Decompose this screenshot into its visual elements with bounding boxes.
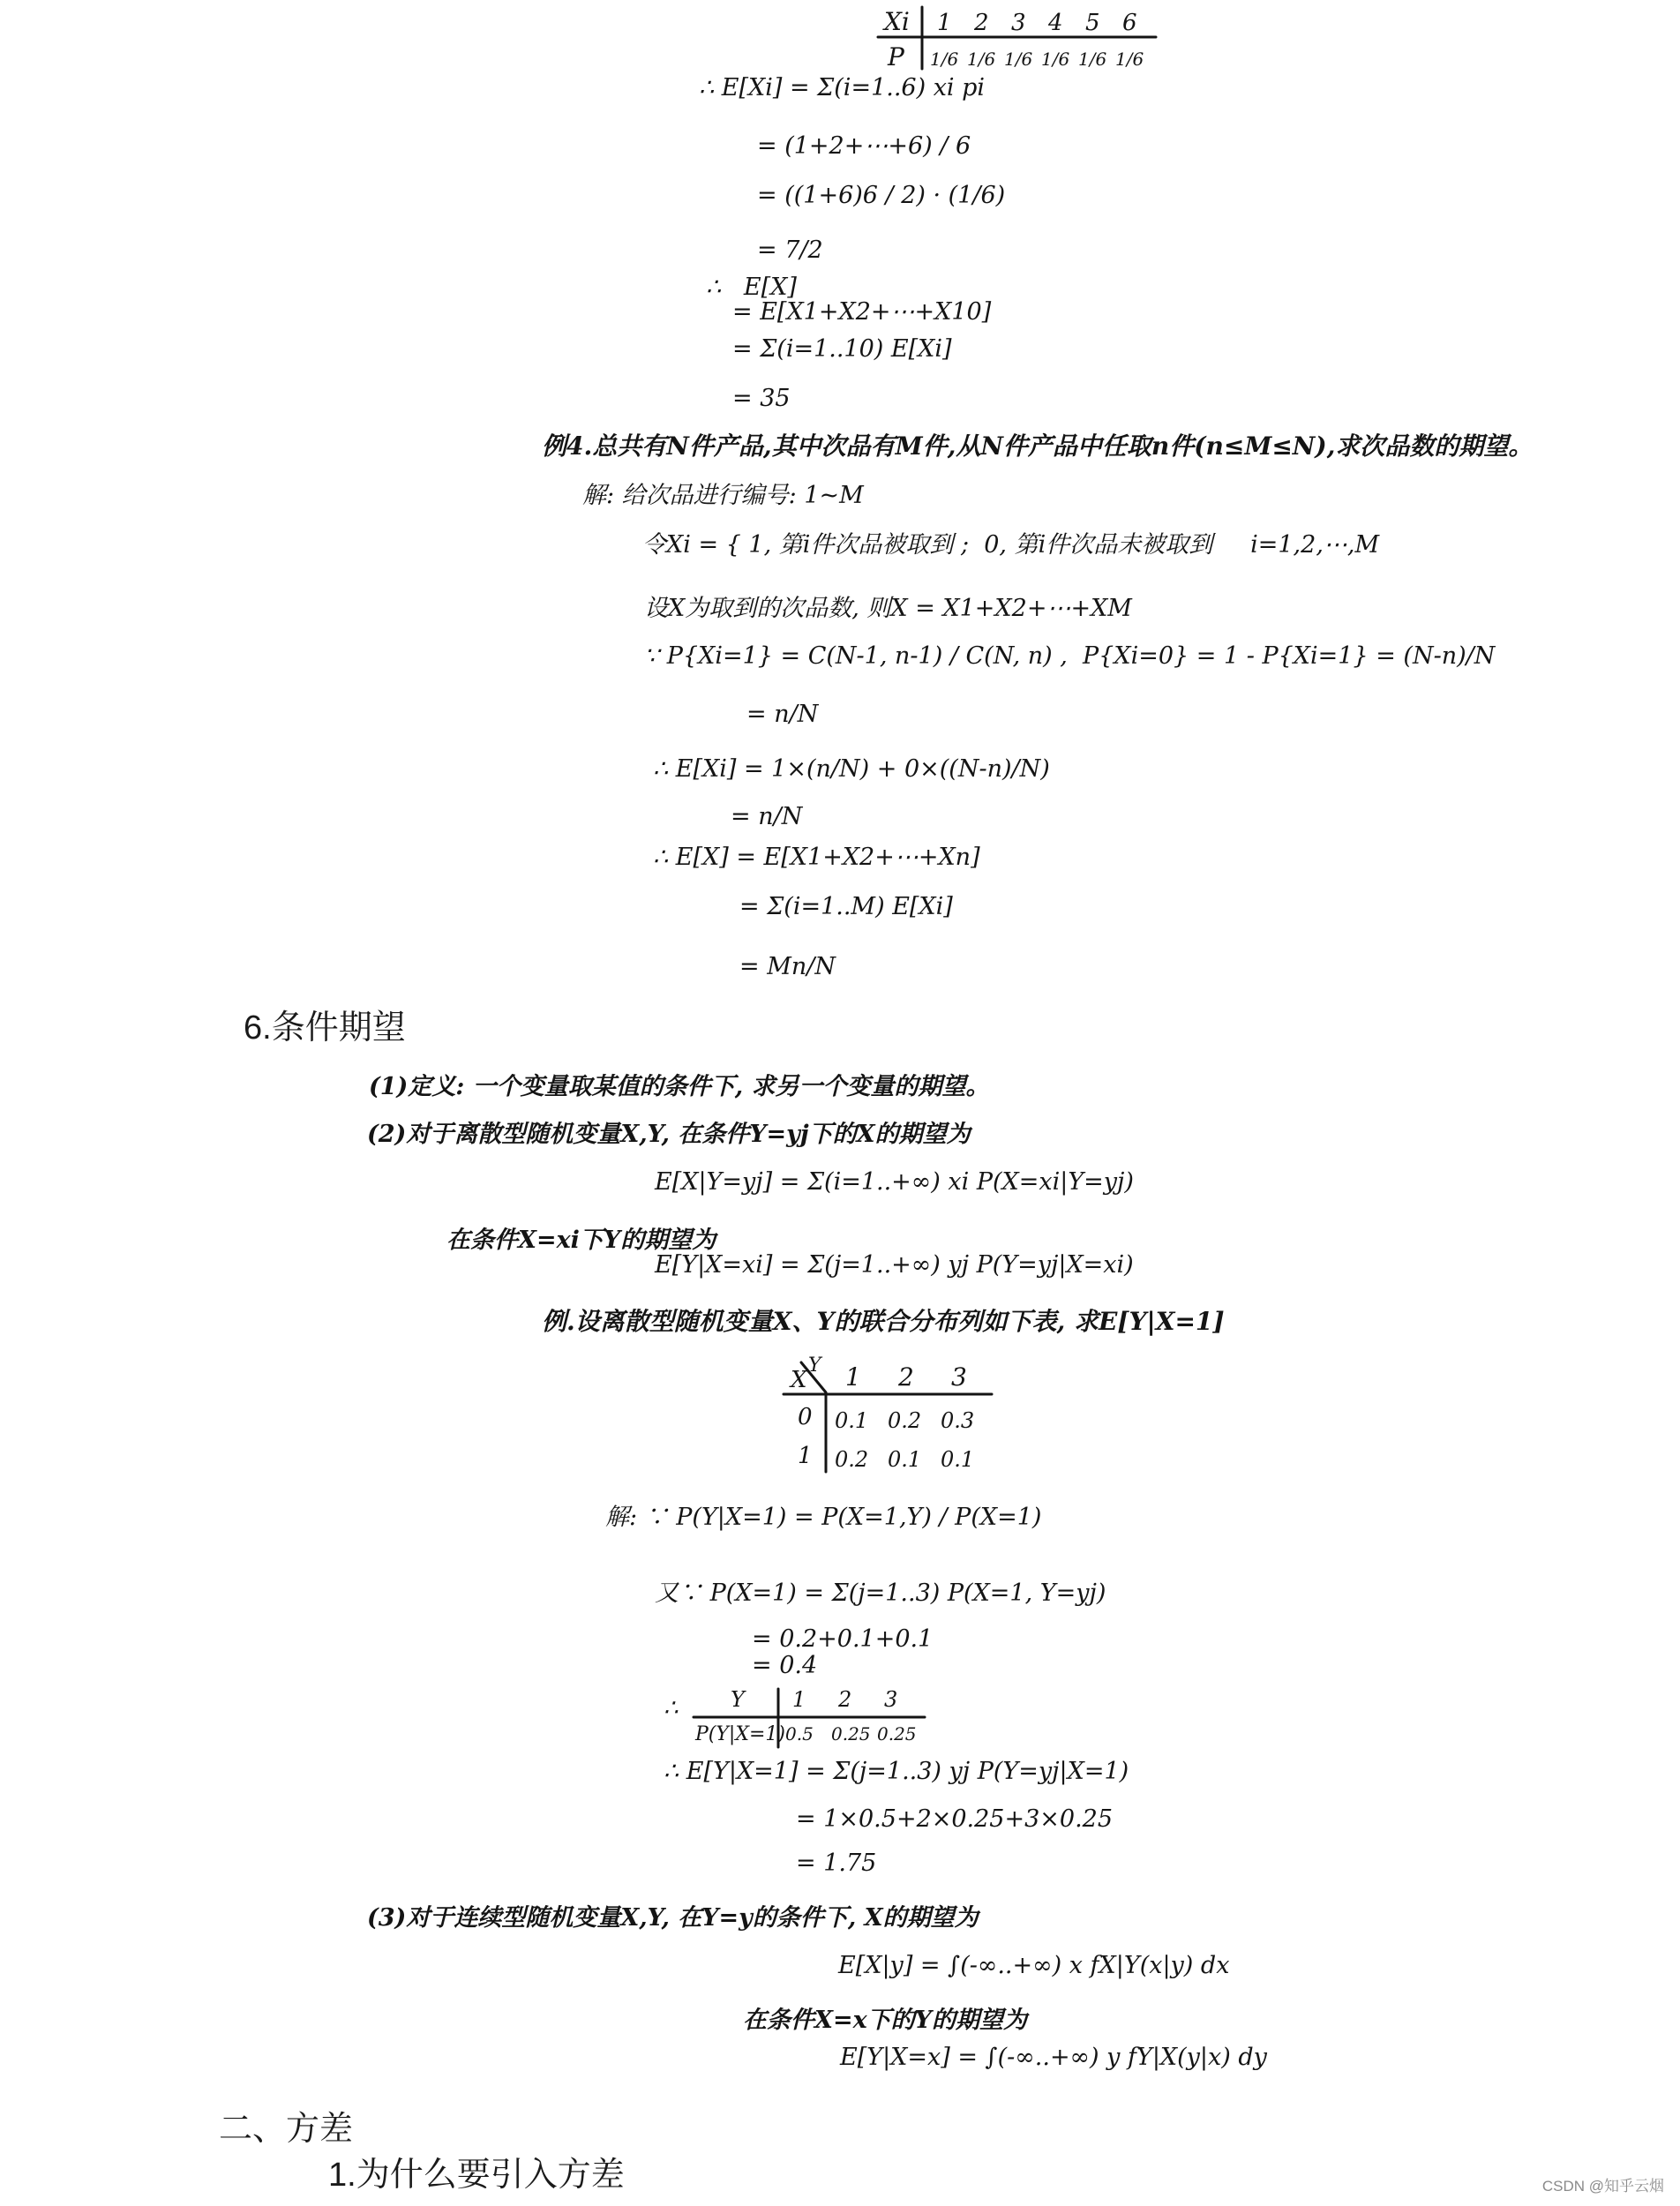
formula-line: E[X|y] = ∫(-∞..+∞) x fX|Y(x|y) dx [838, 1952, 1230, 1979]
table-cell-value: 1 [937, 10, 952, 36]
derivation-line: = Σ(i=1..10) E[Xi] [732, 335, 952, 363]
table-cell-prob: 1/6 [930, 49, 959, 70]
solution-line: 令Xi = { 1, 第i件次品被取到 ; 0, 第i件次品未被取到 i=1,2,⋯,M [642, 531, 1380, 559]
table-row-label-y: Y [731, 1687, 745, 1712]
solution-line: = 0.4 [752, 1652, 818, 1679]
table-row-label-p: P [888, 42, 904, 71]
table-cell-prob: 1/6 [1041, 49, 1070, 70]
table-column-header: 3 [951, 1362, 967, 1392]
table-cell-prob: 1/6 [1078, 49, 1107, 70]
section-heading: 二、方差 [219, 2111, 354, 2148]
solution-line: = 0.2+0.1+0.1 [752, 1625, 934, 1653]
table-column-header: 3 [884, 1687, 898, 1712]
table-cell-value: 5 [1085, 10, 1100, 36]
definition-line: (3)对于连续型随机变量X,Y, 在Y=y的条件下, X的期望为 [367, 1904, 979, 1932]
derivation-line: = 35 [732, 385, 791, 412]
formula-line: E[X|Y=yj] = Σ(i=1..+∞) xi P(X=xi|Y=yj) [655, 1168, 1134, 1196]
example-title: 例.设离散型随机变量X、Y的联合分布列如下表, 求E[Y|X=1] [542, 1307, 1225, 1336]
table-cell: 0.2 [835, 1447, 869, 1472]
table-cell: 0.25 [877, 1723, 917, 1745]
example-title: 例4.总共有N件产品,其中次品有M件,从N件产品中任取n件(n≤M≤N),求次品数的期望。 [542, 431, 1534, 461]
solution-line: ∴ E[Y|X=1] = Σ(j=1..3) yj P(Y=yj|X=1) [664, 1758, 1129, 1785]
solution-line: = Mn/N [739, 953, 836, 980]
derivation-line: = ((1+6)6 / 2) · (1/6) [757, 182, 1006, 209]
formula-line: E[Y|X=xi] = Σ(j=1..+∞) yj P(Y=yj|X=xi) [655, 1251, 1134, 1279]
table-cell: 0.1 [941, 1447, 975, 1472]
table-cell-value: 6 [1122, 10, 1137, 36]
table-cell-value: 3 [1011, 10, 1026, 36]
table-cell: 0.25 [831, 1723, 871, 1745]
definition-line: (1)定义: 一个变量取某值的条件下, 求另一个变量的期望。 [369, 1073, 990, 1100]
table-cell: 0.2 [888, 1408, 922, 1433]
condition-line: 在条件X=xi下Y的期望为 [446, 1227, 716, 1254]
table-cell-value: 4 [1048, 10, 1063, 36]
table-row-header: 1 [798, 1443, 813, 1469]
derivation-line: = E[X1+X2+⋯+X10] [732, 298, 992, 326]
derivation-line: = 7/2 [757, 236, 823, 264]
table-row-header: 0 [798, 1404, 813, 1430]
solution-line: 解: ∵ P(Y|X=1) = P(X=1,Y) / P(X=1) [605, 1504, 1042, 1531]
solution-line: ∴ E[X] = E[X1+X2+⋯+Xn] [653, 844, 980, 871]
table-column-header: 2 [838, 1687, 852, 1712]
watermark: CSDN @知乎云烟 [1541, 2178, 1664, 2195]
table-column-header: 1 [845, 1362, 861, 1392]
table-lead-symbol: ∴ [664, 1695, 679, 1722]
solution-line: = n/N [731, 803, 803, 830]
solution-line: = 1.75 [796, 1850, 877, 1877]
table-corner-x: X [791, 1367, 807, 1393]
subsection-heading: 1.为什么要引入方差 [328, 2157, 625, 2194]
table-row-label-xi: Xi [884, 7, 910, 36]
derivation-line: ∴ E[X] [706, 274, 797, 301]
table-cell: 0.1 [835, 1408, 869, 1433]
solution-line: 设X为取到的次品数, 则X = X1+X2+⋯+XM [644, 595, 1132, 622]
table-cell-prob: 1/6 [967, 49, 996, 70]
table-column-header: 2 [898, 1362, 914, 1392]
solution-line: = Σ(i=1..M) E[Xi] [739, 893, 953, 920]
table-cell: 0.1 [888, 1447, 922, 1472]
derivation-line: = (1+2+⋯+6) / 6 [757, 132, 971, 160]
joint-distribution-table [776, 1355, 1006, 1479]
solution-line: 又∵ P(X=1) = Σ(j=1..3) P(X=1, Y=yj) [655, 1579, 1106, 1607]
dice-distribution-table [874, 2, 1165, 72]
table-cell-value: 2 [974, 10, 989, 36]
solution-line: ∴ E[Xi] = 1×(n/N) + 0×((N-n)/N) [653, 755, 1050, 783]
table-cell: 0.3 [941, 1408, 975, 1433]
solution-line: 解: 给次品进行编号: 1~M [582, 482, 864, 509]
table-cell: 0.5 [785, 1723, 814, 1745]
table-row-label-p: P(Y|X=1) [695, 1723, 785, 1745]
formula-line: E[Y|X=x] = ∫(-∞..+∞) y fY|X(y|x) dy [840, 2044, 1267, 2071]
solution-line: = 1×0.5+2×0.25+3×0.25 [796, 1805, 1114, 1833]
table-cell-prob: 1/6 [1004, 49, 1033, 70]
derivation-line: ∴ E[Xi] = Σ(i=1..6) xi pi [699, 74, 986, 101]
solution-line: ∵ P{Xi=1} = C(N-1, n-1) / C(N, n) , P{Xi=0} = 1 - P{Xi=1} = (N-n)/N [644, 642, 1496, 670]
table-cell-prob: 1/6 [1115, 49, 1144, 70]
section-heading: 6.条件期望 [244, 1009, 406, 1047]
table-corner-y: Y [808, 1354, 821, 1377]
solution-line: = n/N [746, 701, 819, 728]
table-column-header: 1 [792, 1687, 806, 1712]
condition-line: 在条件X=x下的Y的期望为 [743, 2007, 1027, 2034]
conditional-distribution-table [660, 1682, 942, 1752]
definition-line: (2)对于离散型随机变量X,Y, 在条件Y=yj下的X的期望为 [367, 1121, 971, 1148]
